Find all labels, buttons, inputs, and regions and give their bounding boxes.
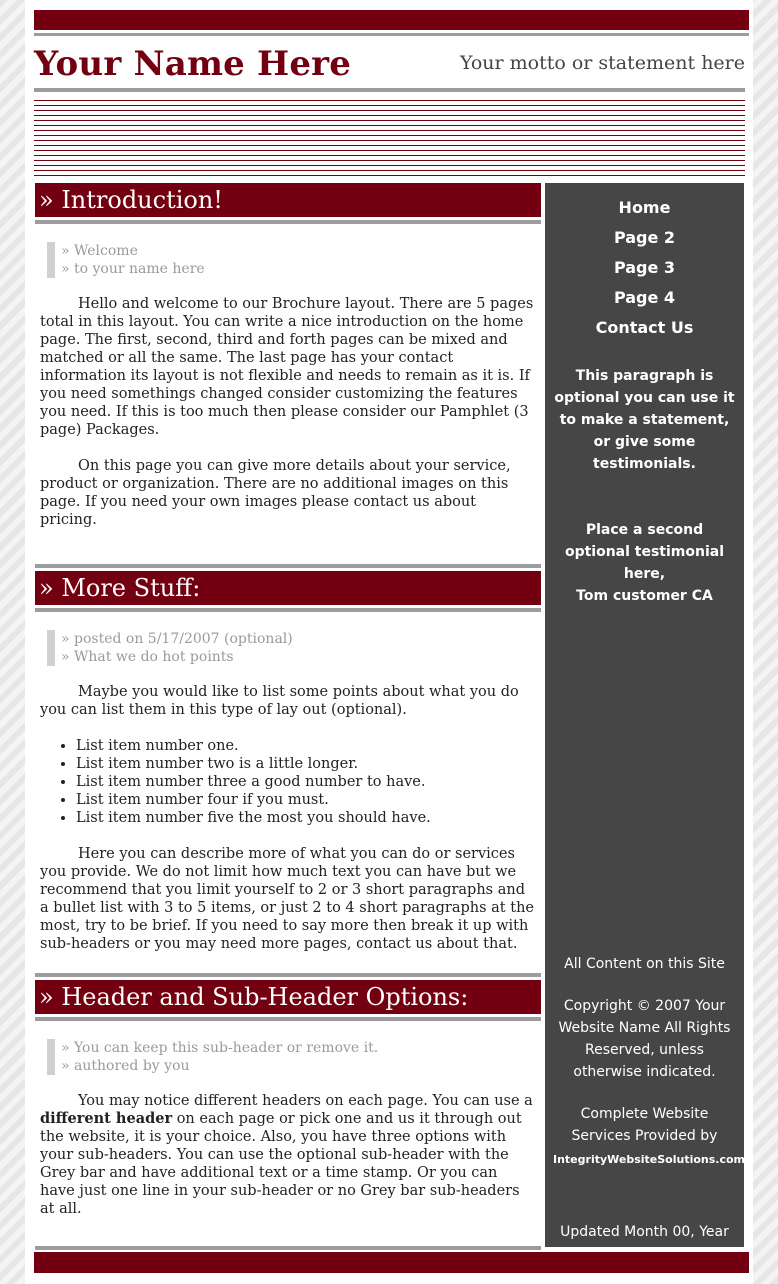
section-body [40,295,536,529]
all-content-note: All Content on this Site [564,956,725,972]
sidebar [545,183,744,1247]
paragraph: Maybe you would like to list some points about what you do you can list them in this type of lay out (optional). [40,684,519,718]
bold-phrase: different header [40,1110,173,1127]
section-title: » Header and Sub-Header Options: [35,980,541,1014]
section-bottom-divider [35,973,541,977]
nav-item-page-3 [545,253,744,283]
section-title: » Introduction! [35,183,541,217]
top-bar [34,10,749,30]
decorative-stripes [34,100,745,178]
sub-header [47,1039,541,1075]
testimonial-2-text: Place a second optional testimonial here, [564,522,725,582]
nav-link-page-2[interactable]: Page 2 [613,228,676,247]
section-body [40,1092,536,1218]
nav-item-home [545,193,744,223]
nav-item-contact-us [545,313,744,343]
sub-header [47,630,541,666]
sub-header-line: » to your name here [61,261,205,277]
section-more-stuff [35,571,541,977]
section-divider [35,220,541,224]
section-divider [35,1017,541,1021]
services-link [553,1149,746,1171]
sub-header-line: » You can keep this sub-header or remove it. [61,1040,379,1056]
nav-link-home[interactable]: Home [618,198,671,217]
main-content [35,183,541,1250]
section-header-options [35,980,541,1250]
paragraph: Hello and welcome to our Brochure layout. There are 5 pages total in this layout. You can write a nice introduction on the home page. The first, second, third and forth pages can be mixed and matched or all the same. The last page has your contact information its layout is not flexible and needs to remain as it is. If you need somethings changed consider customizing the features you need. If this is too much then please consider our Pamphlet (3 page) Packages. [40,296,534,438]
paragraph: Here you can describe more of what you can do or services you provide. We do not limit how much text you can have but we recommend that you limit yourself to 2 or 3 short paragraphs and a bullet list with 3 to 5 items, or just 2 to 4 short paragraphs at the most, try to be brief. If you need to say more then break it up with sub-headers or you may need more pages, contact us about that. [40,846,534,952]
list-item: • List item number two is a little longer. [76,755,536,773]
site-name: Your Name Here [34,44,352,84]
paragraph: On this page you can give more details about your service, product or organization. There are no additional images on this page. If you need your own images please contact us about pricing. [40,458,511,528]
nav-item-page-4 [545,283,744,313]
top-divider [34,33,749,36]
testimonial-2 [553,519,736,607]
copyright-text: Copyright © 2007 Your Website Name All Rights Reserved, unless otherwise indicated. [558,998,731,1080]
paragraph [40,1092,536,1218]
nav-item-page-2 [545,223,744,253]
paragraph-text: You may notice different headers on each page. You can use a [78,1093,533,1109]
bottom-bar [34,1252,749,1273]
sidebar-footer [545,953,744,1191]
sub-header-line: » Welcome [61,243,138,259]
bullet-list [40,737,536,827]
paragraph-text: on each page or pick one and us it through out the website, it is your choice. Also, you have three options with your sub-headers. You can use the optional sub-header with the Grey bar and have additional text or a time stamp. Or you can have just one line in your sub-header or no Grey bar sub-headers at all. [40,1111,522,1217]
list-item: • List item number three a good number to have. [76,773,536,791]
integrity-link[interactable]: IntegrityWebsiteSolutions.com [553,1153,746,1166]
nav-menu [545,193,744,343]
section-body [40,683,536,953]
list-item: • List item number one. [76,737,536,755]
sub-header-line: » What we do hot points [61,649,234,665]
list-item: • List item number five the most you should have. [76,809,536,827]
section-bottom-divider [35,1246,541,1250]
section-divider [35,608,541,612]
section-introduction [35,183,541,568]
page [25,0,753,1284]
sub-header-line: » authored by you [61,1058,190,1074]
nav-link-page-3[interactable]: Page 3 [613,258,676,277]
updated-date: Updated Month 00, Year [560,1224,729,1240]
list-item: • List item number four if you must. [76,791,536,809]
nav-link-contact-us[interactable]: Contact Us [595,318,694,337]
sub-header-line: » posted on 5/17/2007 (optional) [61,631,293,647]
sub-header [47,242,541,278]
site-motto: Your motto or statement here [459,52,745,74]
testimonial-1: This paragraph is optional you can use it to make a statement, or give some testimonials. [554,368,735,472]
header-divider [34,88,745,92]
nav-link-page-4[interactable]: Page 4 [613,288,676,307]
services-text: Complete Website Services Provided by [571,1106,718,1144]
section-bottom-divider [35,564,541,568]
section-title: » More Stuff: [35,571,541,605]
testimonial-2-author: Tom customer CA [576,588,713,604]
